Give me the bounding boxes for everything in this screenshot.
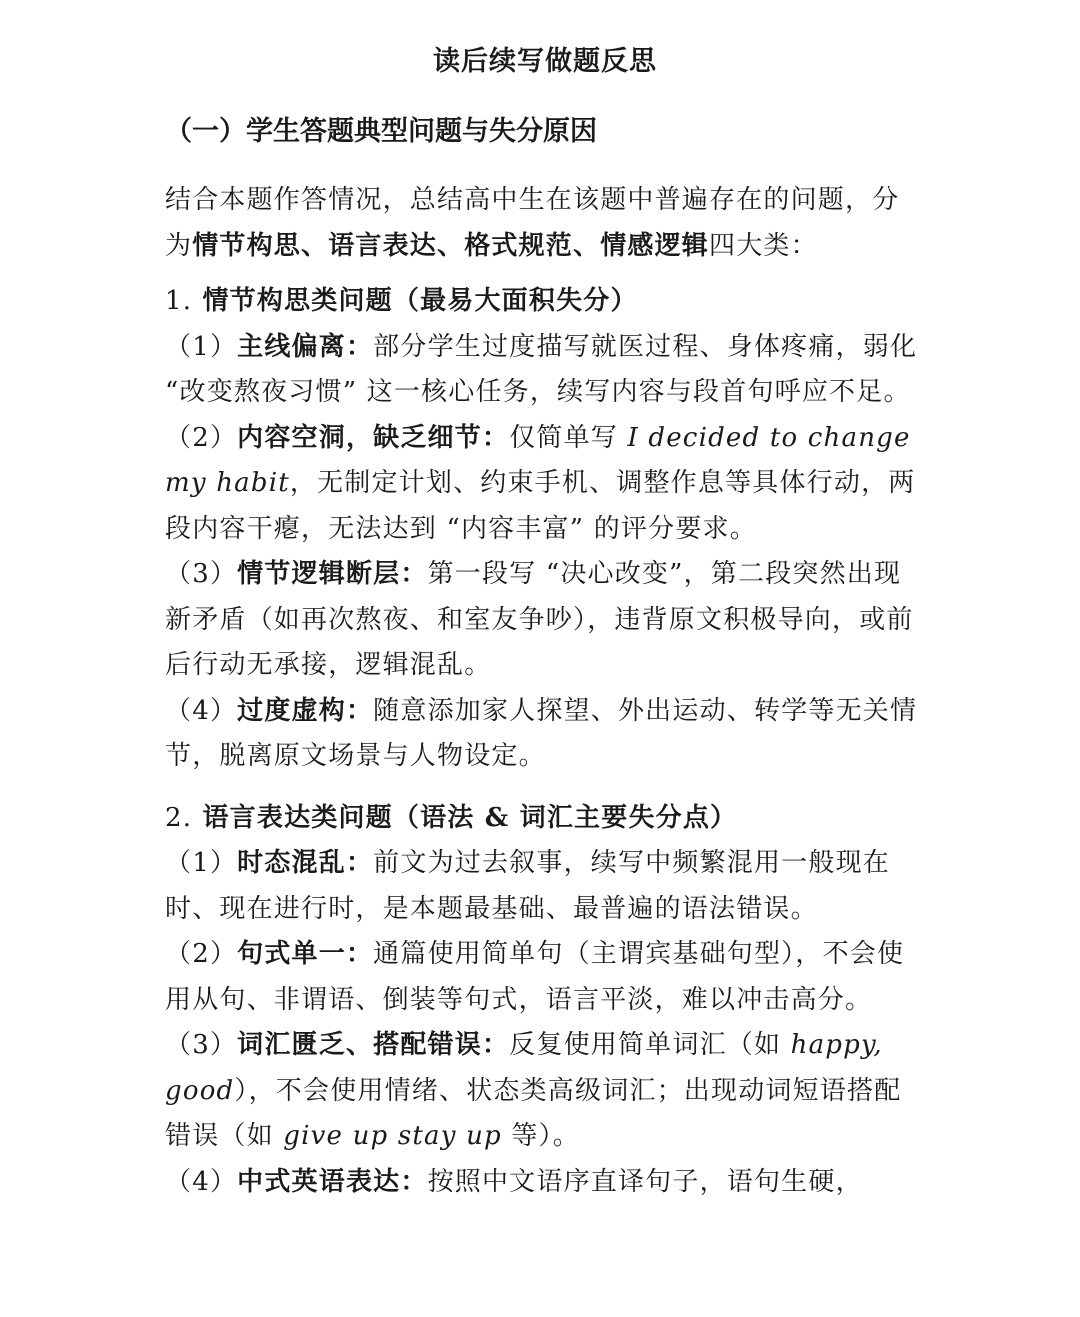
list-item: [165, 841, 925, 932]
item-label: 句式单一：: [237, 939, 374, 969]
intro-bold-categories: 情节构思、语言表达、格式规范、情感逻辑: [192, 230, 710, 261]
category-heading-language: [165, 796, 925, 842]
item-text: ，无制定计划、约束手机、调整作息等具体行动，两段内容干瘪，无法达到 “内容丰富” 的评分要求。: [165, 468, 916, 544]
list-item: [165, 1023, 925, 1160]
category-number: 2.: [165, 802, 193, 833]
intro-text: 结合本题作答情况，总结高中生在该题中普遍存在的问题，分为: [165, 185, 900, 261]
item-text: 第一段写 “决心改变”，第二段突然出现新矛盾（如再次熬夜、和室友争吵），违背原文积极导向，或前后行动无承接，逻辑混乱。: [165, 559, 914, 680]
item-number: （1）: [165, 331, 238, 362]
list-item: [165, 416, 925, 553]
item-text: 部分学生过度描写就医过程、身体疼痛，弱化 “改变熬夜习惯” 这一核心任务，续写内容与段首句呼应不足。: [165, 331, 918, 407]
item-number: （4）: [165, 695, 238, 726]
item-text: 前文为过去叙事，续写中频繁混用一般现在时、现在进行时，是本题最基础、最普遍的语法错误。: [165, 848, 890, 924]
item-label: 中式英语表达：: [237, 1166, 428, 1197]
intro-paragraph: [165, 178, 925, 269]
list-item: [165, 552, 925, 689]
item-text: 随意添加家人探望、外出运动、转学等无关情节，脱离原文场景与人物设定。: [165, 695, 918, 771]
section-heading: （一）学生答题典型问题与失分原因: [165, 116, 597, 147]
list-item: [165, 689, 925, 780]
item-number: （3）: [165, 1030, 238, 1060]
document-title: 读后续写做题反思: [433, 46, 657, 77]
item-number: （2）: [165, 422, 238, 453]
spacer: [165, 780, 925, 796]
item-label: 内容空洞，缺乏细节：: [237, 422, 510, 453]
item-text: 反复使用简单词汇（如: [509, 1030, 791, 1060]
item-label: 情节逻辑断层：: [237, 559, 428, 589]
category-number: 1.: [165, 286, 193, 316]
list-item: [165, 932, 925, 1023]
item-label: 主线偏离：: [237, 331, 374, 362]
item-number: （1）: [165, 848, 238, 878]
item-number: （3）: [165, 559, 238, 589]
item-text: 通篇使用简单句（主谓宾基础句型），不会使用从句、非谓语、倒装等句式，语言平淡，难以冲击高分。: [165, 939, 905, 1015]
category-title: 情节构思类问题（最易大面积失分）: [202, 286, 638, 316]
item-english-words: happy, good: [165, 1030, 883, 1106]
item-number: （2）: [165, 939, 238, 969]
item-text: 等）。: [501, 1121, 580, 1151]
item-number: （4）: [165, 1166, 238, 1197]
item-label: 过度虚构：: [237, 695, 374, 726]
item-english-phrase: give up stay up: [283, 1121, 502, 1151]
item-label: 时态混乱：: [237, 848, 374, 878]
category-title: 语言表达类问题（语法 & 词汇主要失分点）: [202, 802, 738, 833]
item-label: 词汇匮乏、搭配错误：: [237, 1030, 510, 1060]
item-text: ），不会使用情绪、状态类高级词汇；出现动词短语搭配错误（如: [165, 1075, 902, 1151]
item-text: 仅简单写: [509, 422, 628, 453]
intro-text-end: 四大类：: [709, 230, 818, 261]
list-item: [165, 1160, 925, 1206]
item-text: 按照中文语序直译句子，语句生硬，: [427, 1166, 863, 1197]
item-english-phrase: I decided to change my habit: [165, 422, 911, 498]
list-item: [165, 325, 925, 416]
category-heading-plot: [165, 279, 925, 325]
document-page: [165, 40, 925, 1205]
